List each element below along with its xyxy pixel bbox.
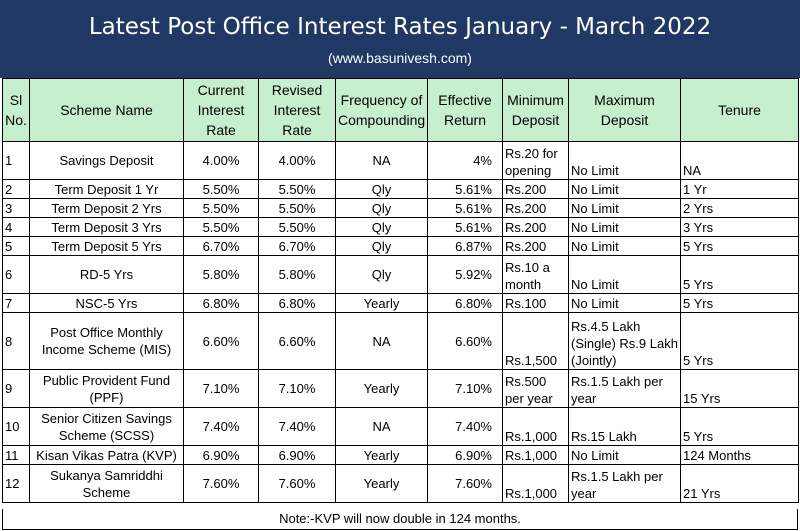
cell-max-deposit: Rs.15 Lakh — [569, 408, 681, 446]
cell-scheme: NSC-5 Yrs — [30, 294, 184, 313]
cell-current-rate: 6.70% — [184, 237, 259, 256]
col-header-scheme: Scheme Name — [30, 79, 184, 142]
cell-current-rate: 6.80% — [184, 294, 259, 313]
cell-tenure: 2 Yrs — [681, 199, 799, 218]
cell-frequency: Qly — [336, 218, 428, 237]
cell-current-rate: 5.80% — [184, 256, 259, 294]
header-row — [3, 79, 799, 142]
cell-sl: 2 — [3, 180, 30, 199]
col-header-current-rate: Current Interest Rate — [184, 79, 259, 142]
table-row — [3, 256, 799, 294]
cell-current-rate: 6.60% — [184, 313, 259, 370]
cell-min-deposit: Rs.100 — [503, 294, 569, 313]
col-header-effective-return: Effective Return — [428, 79, 503, 142]
page-subtitle: (www.basunivesh.com) — [328, 50, 472, 66]
table-row — [3, 180, 799, 199]
cell-revised-rate: 6.60% — [259, 313, 336, 370]
cell-scheme: Sukanya Samriddhi Scheme — [30, 465, 184, 503]
cell-max-deposit: No Limit — [569, 446, 681, 465]
cell-frequency: Yearly — [336, 465, 428, 503]
col-header-tenure: Tenure — [681, 79, 799, 142]
cell-frequency: Qly — [336, 199, 428, 218]
cell-scheme: Senior Citizen Savings Scheme (SCSS) — [30, 408, 184, 446]
cell-frequency: Qly — [336, 256, 428, 294]
cell-revised-rate: 5.80% — [259, 256, 336, 294]
cell-scheme: Kisan Vikas Patra (KVP) — [30, 446, 184, 465]
cell-tenure: 21 Yrs — [681, 465, 799, 503]
page-title: Latest Post Office Interest Rates January - March 2022 — [88, 14, 712, 40]
cell-revised-rate: 5.50% — [259, 199, 336, 218]
cell-effective-return: 4% — [428, 142, 503, 180]
col-header-max-deposit: Maximum Deposit — [569, 79, 681, 142]
cell-revised-rate: 7.60% — [259, 465, 336, 503]
cell-frequency: NA — [336, 408, 428, 446]
cell-effective-return: 6.90% — [428, 446, 503, 465]
cell-sl: 5 — [3, 237, 30, 256]
table-row — [3, 446, 799, 465]
cell-current-rate: 5.50% — [184, 199, 259, 218]
table-row — [3, 142, 799, 180]
footnote: Note:-KVP will now double in 124 months. — [2, 509, 798, 530]
cell-current-rate: 7.60% — [184, 465, 259, 503]
table-row — [3, 237, 799, 256]
cell-sl: 6 — [3, 256, 30, 294]
cell-sl: 1 — [3, 142, 30, 180]
cell-effective-return: 7.10% — [428, 370, 503, 408]
table-row — [3, 218, 799, 237]
rates-table — [2, 78, 799, 503]
cell-frequency: Yearly — [336, 370, 428, 408]
cell-tenure: 5 Yrs — [681, 313, 799, 370]
cell-max-deposit: No Limit — [569, 199, 681, 218]
cell-frequency: NA — [336, 142, 428, 180]
cell-revised-rate: 6.90% — [259, 446, 336, 465]
cell-current-rate: 6.90% — [184, 446, 259, 465]
cell-effective-return: 7.60% — [428, 465, 503, 503]
cell-min-deposit: Rs.1,000 — [503, 446, 569, 465]
cell-revised-rate: 5.50% — [259, 218, 336, 237]
cell-frequency: Yearly — [336, 294, 428, 313]
table-row — [3, 370, 799, 408]
cell-scheme: Public Provident Fund (PPF) — [30, 370, 184, 408]
cell-scheme: RD-5 Yrs — [30, 256, 184, 294]
cell-max-deposit: Rs.1.5 Lakh per year — [569, 465, 681, 503]
col-header-revised-rate: Revised Interest Rate — [259, 79, 336, 142]
cell-current-rate: 5.50% — [184, 180, 259, 199]
cell-effective-return: 7.40% — [428, 408, 503, 446]
table-row — [3, 199, 799, 218]
cell-scheme: Term Deposit 5 Yrs — [30, 237, 184, 256]
cell-sl: 8 — [3, 313, 30, 370]
cell-current-rate: 7.10% — [184, 370, 259, 408]
cell-min-deposit: Rs.200 — [503, 237, 569, 256]
table-row — [3, 313, 799, 370]
cell-tenure: 5 Yrs — [681, 256, 799, 294]
cell-tenure: 5 Yrs — [681, 237, 799, 256]
cell-sl: 10 — [3, 408, 30, 446]
cell-current-rate: 7.40% — [184, 408, 259, 446]
cell-sl: 3 — [3, 199, 30, 218]
cell-current-rate: 5.50% — [184, 218, 259, 237]
cell-max-deposit: No Limit — [569, 256, 681, 294]
cell-min-deposit: Rs.10 a month — [503, 256, 569, 294]
cell-revised-rate: 6.70% — [259, 237, 336, 256]
cell-min-deposit: Rs.1,500 — [503, 313, 569, 370]
cell-scheme: Term Deposit 3 Yrs — [30, 218, 184, 237]
cell-min-deposit: Rs.1,000 — [503, 408, 569, 446]
cell-current-rate: 4.00% — [184, 142, 259, 180]
cell-tenure: 15 Yrs — [681, 370, 799, 408]
cell-tenure: 1 Yr — [681, 180, 799, 199]
title-banner — [0, 0, 800, 78]
cell-revised-rate: 6.80% — [259, 294, 336, 313]
cell-revised-rate: 7.40% — [259, 408, 336, 446]
cell-effective-return: 6.87% — [428, 237, 503, 256]
cell-tenure: 124 Months — [681, 446, 799, 465]
cell-max-deposit: No Limit — [569, 142, 681, 180]
cell-sl: 7 — [3, 294, 30, 313]
cell-sl: 12 — [3, 465, 30, 503]
cell-tenure: 5 Yrs — [681, 408, 799, 446]
cell-revised-rate: 7.10% — [259, 370, 336, 408]
col-header-sl: Sl No. — [3, 79, 30, 142]
cell-scheme: Term Deposit 2 Yrs — [30, 199, 184, 218]
cell-scheme: Term Deposit 1 Yr — [30, 180, 184, 199]
cell-scheme: Savings Deposit — [30, 142, 184, 180]
cell-sl: 4 — [3, 218, 30, 237]
cell-revised-rate: 4.00% — [259, 142, 336, 180]
cell-max-deposit: No Limit — [569, 237, 681, 256]
col-header-min-deposit: Minimum Deposit — [503, 79, 569, 142]
cell-effective-return: 5.61% — [428, 180, 503, 199]
cell-tenure: 3 Yrs — [681, 218, 799, 237]
table-row — [3, 294, 799, 313]
cell-effective-return: 6.60% — [428, 313, 503, 370]
cell-sl: 9 — [3, 370, 30, 408]
cell-frequency: Yearly — [336, 446, 428, 465]
cell-min-deposit: Rs.500 per year — [503, 370, 569, 408]
cell-effective-return: 6.80% — [428, 294, 503, 313]
cell-min-deposit: Rs.200 — [503, 218, 569, 237]
cell-min-deposit: Rs.1,000 — [503, 465, 569, 503]
cell-min-deposit: Rs.200 — [503, 180, 569, 199]
cell-tenure: 5 Yrs — [681, 294, 799, 313]
cell-frequency: NA — [336, 313, 428, 370]
cell-max-deposit: No Limit — [569, 294, 681, 313]
cell-effective-return: 5.61% — [428, 218, 503, 237]
cell-max-deposit: Rs.4.5 Lakh (Single) Rs.9 Lakh (Jointly) — [569, 313, 681, 370]
cell-min-deposit: Rs.20 for opening — [503, 142, 569, 180]
table-row — [3, 408, 799, 446]
cell-max-deposit: No Limit — [569, 180, 681, 199]
cell-tenure: NA — [681, 142, 799, 180]
cell-max-deposit: Rs.1.5 Lakh per year — [569, 370, 681, 408]
cell-scheme: Post Office Monthly Income Scheme (MIS) — [30, 313, 184, 370]
cell-revised-rate: 5.50% — [259, 180, 336, 199]
cell-max-deposit: No Limit — [569, 218, 681, 237]
cell-frequency: Qly — [336, 237, 428, 256]
table-body — [3, 142, 799, 503]
cell-frequency: Qly — [336, 180, 428, 199]
cell-effective-return: 5.92% — [428, 256, 503, 294]
cell-min-deposit: Rs.200 — [503, 199, 569, 218]
col-header-frequency: Frequency of Compounding — [336, 79, 428, 142]
cell-sl: 11 — [3, 446, 30, 465]
table-row — [3, 465, 799, 503]
cell-effective-return: 5.61% — [428, 199, 503, 218]
